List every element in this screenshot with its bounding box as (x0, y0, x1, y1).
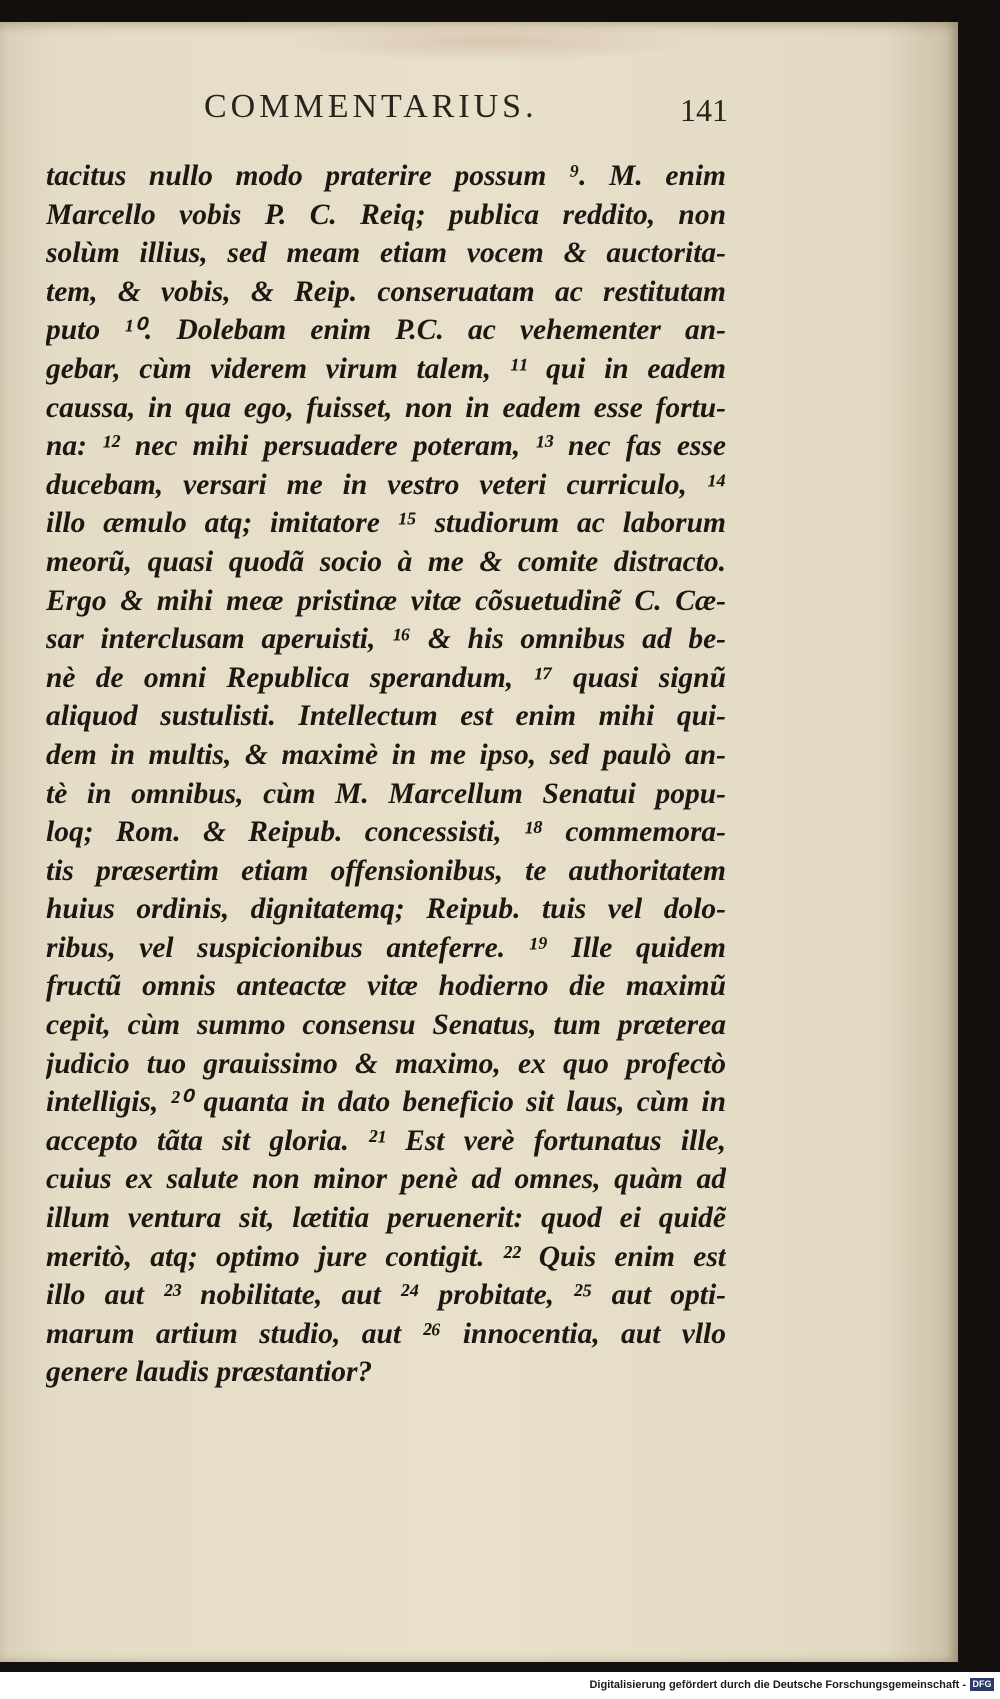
text-line: accepto tãta sit gloria. ²¹ Est verè fortunatus ille, (46, 1124, 726, 1157)
running-head (0, 88, 958, 138)
text-line: intelligis, ²⁰ quanta in dato beneficio sit laus, cùm in (46, 1086, 726, 1119)
text-line: tis præsertim etiam offensionibus, te authoritatem (46, 854, 726, 887)
text-line: aliquod sustulisti. Intellectum est enim mihi qui- (46, 700, 726, 733)
running-title: COMMENTARIUS. (204, 88, 538, 125)
text-line: ducebam, versari me in vestro veteri curriculo, ¹⁴ (46, 468, 726, 501)
text-line: nè de omni Republica sperandum, ¹⁷ quasi signũ (46, 661, 726, 694)
text-line: judicio tuo grauissimo & maximo, ex quo profectò (46, 1047, 726, 1080)
text-line: gebar, cùm viderem virum talem, ¹¹ qui in eadem (46, 352, 726, 385)
text-line: dem in multis, & maximè in me ipso, sed paulò an- (46, 738, 726, 771)
body-text (46, 157, 726, 1392)
text-line: illum ventura sit, lætitia peruenerit: quod ei quidẽ (46, 1202, 726, 1235)
text-line: huius ordinis, dignitatemq; Reipub. tuis vel dolo- (46, 893, 726, 926)
footer-bar (0, 1672, 1000, 1699)
text-line: tacitus nullo modo praterire possum ⁹. M. enim (46, 160, 726, 192)
text-line: Ergo & mihi meæ pristinæ vitæ cõsuetudinẽ C. Cæ- (46, 584, 726, 617)
text-line: cuius ex salute non minor penè ad omnes, quàm ad (46, 1163, 726, 1196)
funding-credit: Digitalisierung gefördert durch die Deutsche Forschungsgemeinschaft - (589, 1679, 966, 1691)
text-line: tè in omnibus, cùm M. Marcellum Senatui popu- (46, 777, 726, 810)
text-line: tem, & vobis, & Reip. conseruatam ac restitutam (46, 275, 726, 308)
text-line: meorũ, quasi quodã socio à me & comite distracto. (46, 545, 726, 578)
text-line: ribus, vel suspicionibus anteferre. ¹⁹ Ille quidem (46, 931, 726, 964)
text-line: genere laudis præstantior? (46, 1356, 373, 1389)
text-line: meritò, atq; optimo jure contigit. ²² Quis enim est (46, 1240, 726, 1273)
page-number: 141 (680, 92, 728, 128)
text-line: Marcello vobis P. C. Reiq; publica reddito, non (46, 198, 726, 231)
text-line: caussa, in qua ego, fuisset, non in eadem esse fortu- (46, 391, 726, 424)
text-line: puto ¹⁰. Dolebam enim P.C. ac vehementer an- (46, 314, 726, 347)
text-line: cepit, cùm summo consensu Senatus, tum præterea (46, 1009, 726, 1042)
text-line: solùm illius, sed meam etiam vocem & auctorita- (46, 237, 726, 270)
text-line: loq; Rom. & Reipub. concessisti, ¹⁸ commemora- (46, 816, 726, 849)
text-line: na: ¹² nec mihi persuadere poteram, ¹³ nec fas esse (46, 430, 726, 463)
dfg-logo: DFG (970, 1678, 994, 1691)
text-line: illo æmulo atq; imitatore ¹⁵ studiorum ac laborum (46, 507, 726, 540)
book-page (0, 22, 958, 1662)
text-line: sar interclusam aperuisti, ¹⁶ & his omnibus ad be- (46, 623, 726, 656)
text-line: illo aut ²³ nobilitate, aut ²⁴ probitate, ²⁵ aut opti- (46, 1279, 726, 1312)
text-line: marum artium studio, aut ²⁶ innocentia, aut vllo (46, 1317, 726, 1350)
text-line: fructũ omnis anteactæ vitæ hodierno die maximũ (46, 970, 726, 1003)
